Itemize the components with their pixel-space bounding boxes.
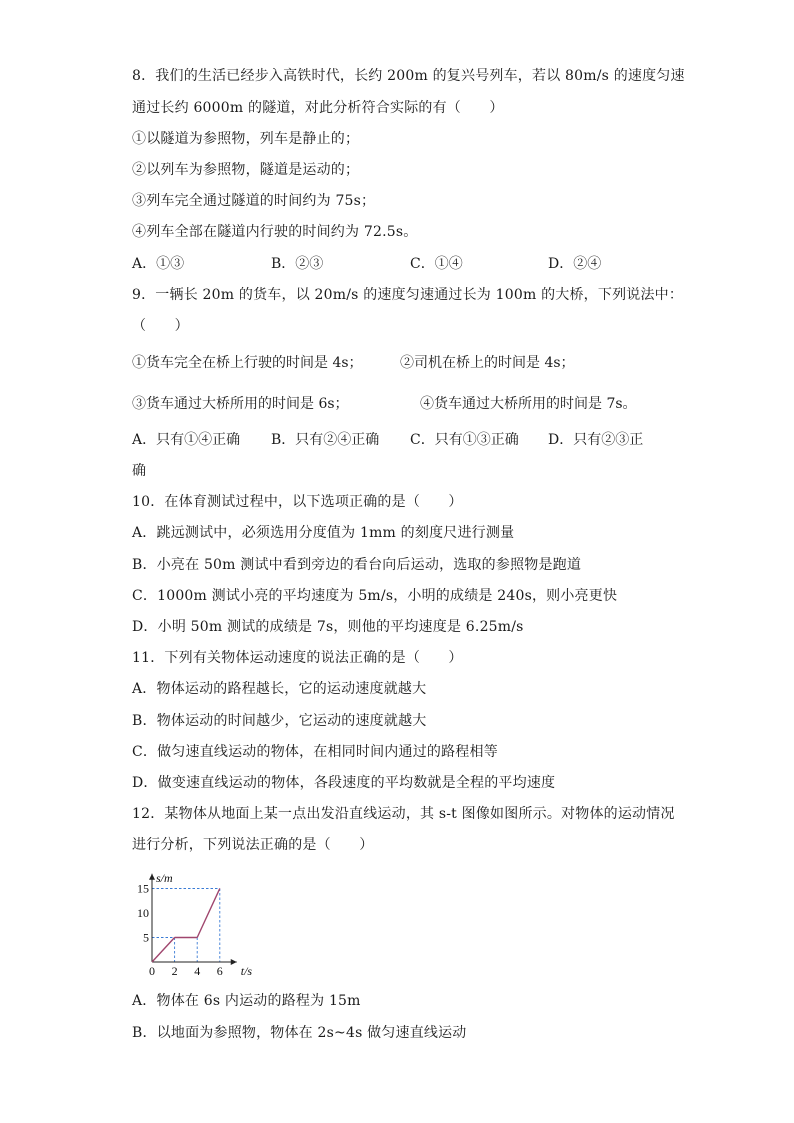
q9-statement-2: ②司机在桥上的时间是 4s； bbox=[400, 355, 575, 371]
q12-option-a: A．物体在 6s 内运动的路程为 15m bbox=[132, 993, 361, 1009]
q8-statement-1: ①以隧道为参照物，列车是静止的； bbox=[132, 131, 360, 147]
x-tick-label: 0 bbox=[149, 964, 155, 978]
q10-option-c: C．1000m 测试小亮的平均速度为 5m/s，小明的成绩是 240s，则小亮更快 bbox=[132, 588, 618, 604]
q8-stem-line2: 通过长约 6000m 的隧道，对此分析符合实际的有（ ） bbox=[132, 100, 504, 116]
x-axis-arrow bbox=[231, 959, 237, 965]
q8-option-c: C．①④ bbox=[410, 256, 463, 272]
y-tick-label: 5 bbox=[143, 930, 149, 945]
series-segment bbox=[152, 938, 175, 963]
q8-option-b: B．②③ bbox=[271, 256, 324, 272]
q11-stem: 11．下列有关物体运动速度的说法正确的是（ ） bbox=[132, 650, 463, 666]
x-tick-label: 4 bbox=[194, 964, 201, 978]
y-axis-label: s/m bbox=[156, 870, 173, 885]
q9-statement-1: ①货车完全在桥上行驶的时间是 4s； bbox=[132, 355, 363, 371]
q8-option-a: A．①③ bbox=[132, 256, 185, 272]
s-t-graph bbox=[125, 862, 265, 982]
q8-stem-line1: 8．我们的生活已经步入高铁时代，长约 200m 的复兴号列车，若以 80m/s 的速度匀速 bbox=[132, 68, 685, 84]
series-segment bbox=[197, 889, 220, 938]
q9-statement-3: ③货车通过大桥所用的时间是 6s； bbox=[132, 396, 349, 412]
y-axis-arrow bbox=[149, 874, 155, 880]
x-tick-label: 2 bbox=[171, 964, 178, 978]
q9-option-d: D．只有②③正 bbox=[548, 432, 644, 448]
q10-option-a: A．跳远测试中，必须选用分度值为 1mm 的刻度尺进行测量 bbox=[132, 525, 515, 541]
q12-option-b: B．以地面为参照物，物体在 2s~4s 做匀速直线运动 bbox=[132, 1025, 467, 1041]
q11-option-c: C．做匀速直线运动的物体，在相同时间内通过的路程相等 bbox=[132, 744, 498, 760]
q10-option-b: B．小亮在 50m 测试中看到旁边的看台向后运动，选取的参照物是跑道 bbox=[132, 557, 582, 573]
q9-option-c: C．只有①③正确 bbox=[410, 432, 519, 448]
q8-statement-3: ③列车完全通过隧道的时间约为 75s； bbox=[132, 193, 376, 209]
q9-option-b: B．只有②④正确 bbox=[271, 432, 380, 448]
q12-stem-line1: 12．某物体从地面上某一点出发沿直线运动，其 s-t 图像如图所示。对物体的运动情况 bbox=[132, 806, 675, 822]
x-axis-label: t/s bbox=[240, 964, 253, 978]
q10-option-d: D．小明 50m 测试的成绩是 7s，则他的平均速度是 6.25m/s bbox=[132, 619, 524, 635]
y-tick-label: 10 bbox=[137, 906, 149, 920]
y-tick-label: 15 bbox=[137, 881, 149, 896]
q11-option-a: A．物体运动的路程越长，它的运动速度就越大 bbox=[132, 681, 427, 697]
q11-option-d: D．做变速直线运动的物体，各段速度的平均数就是全程的平均速度 bbox=[132, 775, 556, 791]
q8-statement-2: ②以列车为参照物，隧道是运动的； bbox=[132, 162, 360, 178]
q11-option-b: B．物体运动的时间越少，它运动的速度就越大 bbox=[132, 713, 427, 729]
q8-option-d: D．②④ bbox=[548, 256, 602, 272]
q9-stem-line2: （ ） bbox=[132, 318, 189, 334]
q8-statement-4: ④列车全部在隧道内行驶的时间约为 72.5s。 bbox=[132, 224, 418, 240]
x-tick-label: 6 bbox=[216, 964, 223, 978]
q9-stem-line1: 9．一辆长 20m 的货车，以 20m/s 的速度匀速通过长为 100m 的大桥，下列说法中： bbox=[132, 287, 684, 303]
q12-stem-line2: 进行分析，下列说法正确的是（ ） bbox=[132, 837, 374, 853]
q9-option-d-wrap: 确 bbox=[132, 463, 147, 479]
q9-statement-4: ④货车通过大桥所用的时间是 7s。 bbox=[420, 396, 637, 412]
q10-stem: 10．在体育测试过程中，以下选项正确的是（ ） bbox=[132, 494, 463, 510]
q9-option-a: A．只有①④正确 bbox=[132, 432, 241, 448]
